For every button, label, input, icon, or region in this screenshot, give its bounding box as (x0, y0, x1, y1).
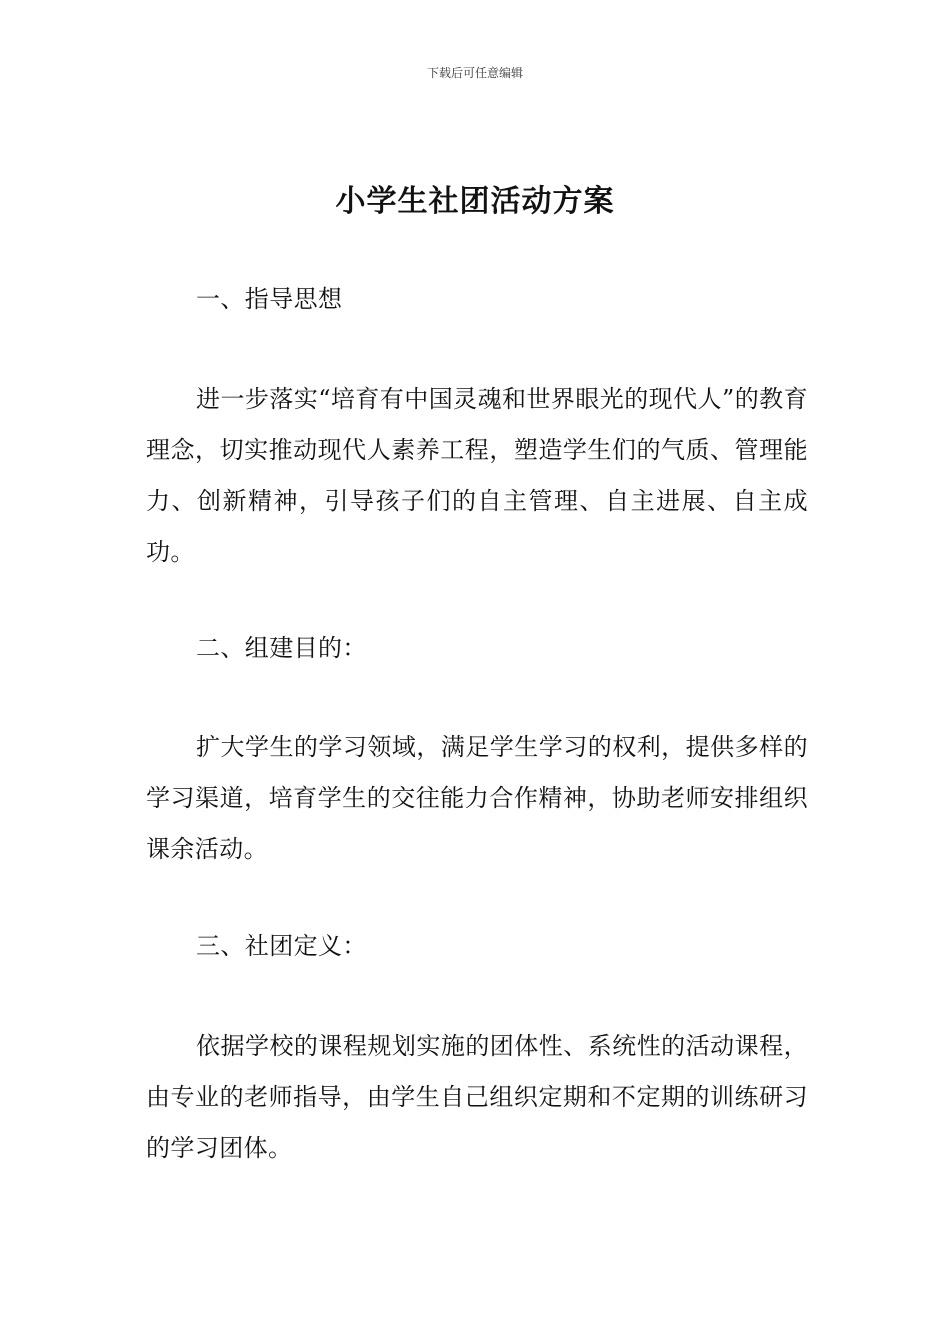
section-paragraph-definition: 依据学校的课程规划实施的团体性、系统性的活动课程，由专业的老师指导，由学生自己组织定期和不定期的训练研习的学习团体。 (146, 1032, 808, 1162)
document-title: 小学生社团活动方案 (335, 184, 615, 219)
section-heading-definition: 三、社团定义： (196, 932, 367, 960)
section-heading-guiding-ideology: 一、指导思想 (196, 285, 343, 313)
section-paragraph-guiding-ideology: 进一步落实“培育有中国灵魂和世界眼光的现代人”的教育理念，切实推动现代人素养工程，塑造学生们的气质、管理能力、创新精神，引导孩子们的自主管理、自主进展、自主成功。 (146, 385, 808, 566)
section-heading-purpose: 二、组建目的： (196, 634, 367, 662)
header-note: 下载后可任意编辑 (426, 66, 523, 80)
section-paragraph-purpose: 扩大学生的学习领域，满足学生学习的权利，提供多样的学习渠道，培育学生的交往能力合作精神，协助老师安排组织课余活动。 (146, 733, 808, 863)
